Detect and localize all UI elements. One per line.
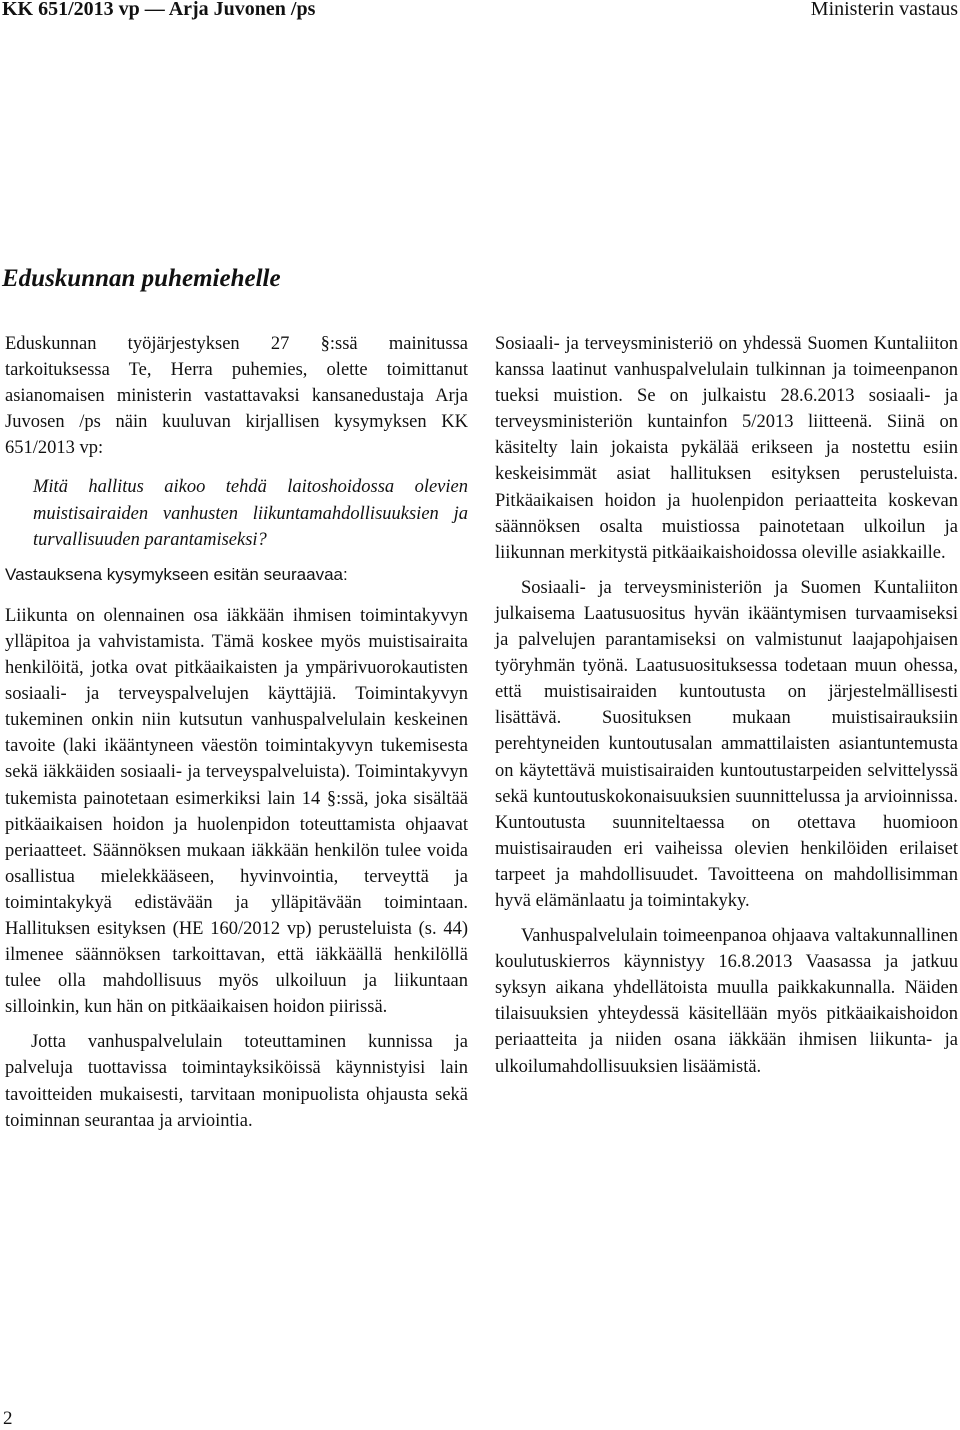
answer-lead: Vastauksena kysymykseen esitän seuraavaa: — [5, 564, 348, 584]
page-header — [0, 0, 960, 26]
document-section-title: Ministerin vastaus — [810, 0, 958, 20]
left-column — [5, 331, 468, 1134]
right-column — [495, 331, 958, 1080]
salutation-heading: Eduskunnan puhemiehelle — [2, 265, 281, 292]
question-text: Mitä hallitus aikoo tehdä laitoshoidossa olevien muistisairaiden vanhusten liikuntamahdollisuuksien ja turvallisuuden parantamiseksi? — [33, 477, 468, 550]
right-paragraph-3: Vanhuspalvelulain toimeenpanoa ohjaava valtakunnallinen koulutuskierros käynnistyy 16.8.2013 Vaasassa ja jatkuu syksyn aikana yhdellätoista muulla paikkakunnalla. Näiden tilaisuuksien yhteydessä käsitellään myös pitkäaikaishoidon periaatteita ja niiden osana iäkkään ihmisen liikunta- ja ulkoilumahdollisuuksien lisäämistä. — [495, 926, 958, 1077]
left-paragraph-1: Liikunta on olennainen osa iäkkään ihmisen toimintakyvyn ylläpitoa ja vahvistamista. Tämä koskee myös muistisairaita henkilöitä, jotka ovat pitkäaikaisten ja ympärivuorokautisten sosiaali- ja terveyspalvelujen käyttäjiä. Toimintakyvyn tukeminen onkin niin kutsutun vanhuspalvelulain keskeinen tavoite (laki ikääntyneen väestön toimintakyvyn tukemisesta sekä iäkkäiden sosiaali- ja terveyspalveluista). Toimintakyvyn tukemista painotetaan esimerkiksi lain 14 §:ssä, joka sisältää pitkäaikaisen hoidon ja huolenpidon toteuttamista ohjaavat periaatteet. Säännöksen mukaan iäkkään henkilön tulee voida osallistua mielekkääseen, hyvinvointia, terveyttä ja toimintakykyä edistävään ja ylläpitävään toimintaan. Hallituksen esityksen (HE 160/2012 vp) perusteluista (s. 44) ilmenee säännöksen tarkoittavan, että iäkkäällä henkilöllä tulee olla mahdollisuus myös ulkoiluun ja liikuntaan silloinkin, kun hän on pitkäaikaisen hoidon piirissä. — [5, 605, 468, 1018]
right-paragraph-1: Sosiaali- ja terveysministeriö on yhdessä Suomen Kuntaliiton kanssa laatinut vanhuspalvelulain tulkinnan ja toimeenpanon tueksi muistion. Se on julkaistu 28.6.2013 sosiaali- ja terveysministeriön kuntainfon 5/2013 liitteenä. Siinä on käsitelty lain jokaista pykälää erikseen ja nostettu esiin keskeisimmät asiat hallituksen esityksen perusteluista. Pitkäaikaisen hoidon ja huolenpidon periaatteita koskevan säännöksen osalta muistiossa painotetaan ulkoilun ja liikunnan merkitystä pitkäaikaishoidossa oleville asiakkaille. — [495, 334, 958, 563]
page-number: 2 — [3, 1408, 13, 1429]
intro-paragraph: Eduskunnan työjärjestyksen 27 §:ssä mainitussa tarkoituksessa Te, Herra puhemies, olette toimittanut asianomaisen ministerin vastattavaksi kansanedustaja Arja Juvosen /ps näin kuuluvan kirjallisen kysymyksen KK 651/2013 vp: — [5, 334, 468, 459]
left-paragraph-2: Jotta vanhuspalvelulain toteuttaminen kunnissa ja palveluja tuottavissa toimintayksiköissä käynnistyisi lain tavoitteiden mukaisesti, tarvitaan monipuolista ohjausta sekä toiminnan seurantaa ja arviointia. — [5, 1032, 468, 1131]
document-reference: KK 651/2013 vp — Arja Juvonen /ps — [2, 0, 316, 20]
right-paragraph-2: Sosiaali- ja terveysministeriön ja Suomen Kuntaliiton julkaisema Laatusuositus hyvän ikääntymisen turvaamiseksi ja palvelujen parantamiseksi on valmistunut laajapohjaisen työryhmän työnä. Laatusuosituksessa todetaan muun ohessa, että muistisairaiden kuntoutusta on järjestelmällisesti lisättävä. Suosituksen mukaan muistisairauksiin perehtyneiden kuntoutusalan ammattilaisten asiantuntemusta on käytettävä muistisairaiden kuntoutustarpeiden selvittelyssä sekä kuntoutuskokonaisuuksien suunnittelussa ja arvioinnissa. Kuntoutusta suunniteltaessa on otettava huomioon muistisairauden eri vaiheissa olevien henkilöiden erilaiset tarpeet ja mahdollisuudet. Tavoitteena on mahdollisimman hyvä elämänlaatu ja toimintakyky. — [495, 577, 958, 911]
